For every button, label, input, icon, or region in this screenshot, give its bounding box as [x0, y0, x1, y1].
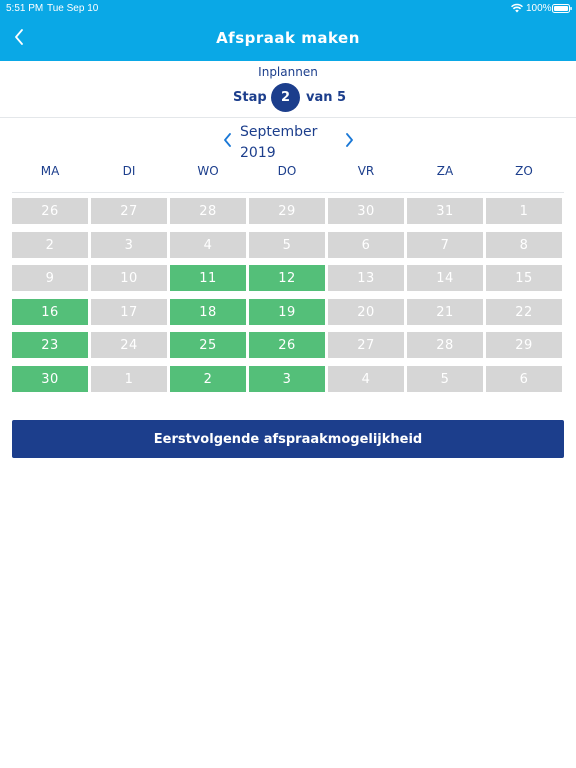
day-cell-available[interactable]: 11: [170, 265, 246, 291]
day-cell-unavailable: 28: [407, 332, 483, 358]
day-cell-unavailable: 30: [328, 198, 404, 224]
calendar-grid: [12, 198, 564, 393]
day-cell-unavailable: 27: [328, 332, 404, 358]
page-title: Afspraak maken: [216, 29, 360, 47]
divider: [12, 192, 564, 193]
day-cell-unavailable: 13: [328, 265, 404, 291]
day-cell-available[interactable]: 16: [12, 299, 88, 325]
day-cell-unavailable: 9: [12, 265, 88, 291]
step-progress: [0, 83, 576, 113]
chevron-right-icon: [345, 133, 354, 147]
day-cell-unavailable: 29: [486, 332, 562, 358]
status-bar: [0, 0, 576, 18]
previous-month-button[interactable]: [219, 131, 235, 149]
day-cell-unavailable: 14: [407, 265, 483, 291]
next-month-button[interactable]: [341, 131, 357, 149]
year-label: 2019: [240, 145, 276, 161]
step-prefix: Stap: [233, 90, 267, 105]
day-cell-unavailable: 5: [407, 366, 483, 392]
status-time: 5:51 PM: [6, 3, 44, 14]
day-cell-unavailable: 1: [91, 366, 167, 392]
day-cell-unavailable: 6: [328, 232, 404, 258]
day-cell-available[interactable]: 18: [170, 299, 246, 325]
weekday-label: WO: [197, 164, 219, 178]
day-cell-available[interactable]: 12: [249, 265, 325, 291]
battery-icon: [552, 4, 572, 13]
day-cell-available[interactable]: 26: [249, 332, 325, 358]
day-cell-unavailable: 22: [486, 299, 562, 325]
wifi-icon: [511, 3, 523, 13]
day-cell-unavailable: 26: [12, 198, 88, 224]
weekday-label: DO: [277, 164, 297, 178]
day-cell-unavailable: 10: [91, 265, 167, 291]
app-header: [0, 0, 576, 61]
day-cell-unavailable: 8: [486, 232, 562, 258]
day-cell-unavailable: 29: [249, 198, 325, 224]
weekday-label: DI: [122, 164, 136, 178]
day-cell-available[interactable]: 30: [12, 366, 88, 392]
day-cell-unavailable: 24: [91, 332, 167, 358]
weekday-label: ZA: [436, 164, 454, 178]
day-cell-available[interactable]: 3: [249, 366, 325, 392]
day-cell-available[interactable]: 2: [170, 366, 246, 392]
day-cell-unavailable: 28: [170, 198, 246, 224]
day-cell-unavailable: 4: [170, 232, 246, 258]
day-cell-unavailable: 5: [249, 232, 325, 258]
day-cell-unavailable: 27: [91, 198, 167, 224]
status-date: Tue Sep 10: [47, 3, 99, 14]
month-year-label: [240, 122, 336, 164]
weekday-label: MA: [40, 164, 60, 178]
day-cell-unavailable: 31: [407, 198, 483, 224]
chevron-left-icon: [223, 133, 232, 147]
first-available-appointment-button[interactable]: Eerstvolgende afspraakmogelijkheid: [12, 420, 564, 458]
day-cell-unavailable: 15: [486, 265, 562, 291]
month-name: September: [240, 124, 318, 140]
day-cell-unavailable: 3: [91, 232, 167, 258]
weekday-label: VR: [357, 164, 375, 178]
day-cell-available[interactable]: 25: [170, 332, 246, 358]
day-cell-unavailable: 4: [328, 366, 404, 392]
step-label: Inplannen: [258, 65, 318, 79]
weekday-header: [12, 164, 564, 184]
day-cell-unavailable: 7: [407, 232, 483, 258]
battery-percentage: 100%: [526, 3, 552, 14]
month-navigation: [0, 120, 576, 164]
day-cell-available[interactable]: 23: [12, 332, 88, 358]
current-step-badge: 2: [271, 83, 300, 112]
day-cell-unavailable: 6: [486, 366, 562, 392]
day-cell-available[interactable]: 19: [249, 299, 325, 325]
day-cell-unavailable: 2: [12, 232, 88, 258]
step-total: van 5: [306, 90, 347, 105]
day-cell-unavailable: 20: [328, 299, 404, 325]
day-cell-unavailable: 1: [486, 198, 562, 224]
weekday-label: ZO: [515, 164, 533, 178]
day-cell-unavailable: 21: [407, 299, 483, 325]
day-cell-unavailable: 17: [91, 299, 167, 325]
step-indicator: [0, 61, 576, 118]
